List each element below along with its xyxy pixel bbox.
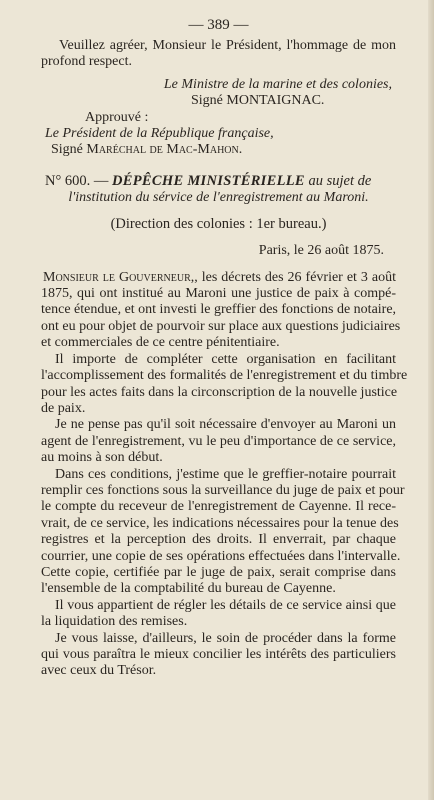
body-line: et commerciales de ce centre pénitentiaire.: [41, 335, 280, 351]
closing-line-2: profond respect.: [41, 54, 132, 70]
president-signature: [41, 142, 396, 158]
page-number: — 389 —: [188, 17, 249, 33]
body-line: l'accomplissement des formalités de l'enregistrement et du timbre: [41, 368, 408, 384]
body-line: Dans ces conditions, j'estime que le greffier-notaire pourrait: [55, 466, 396, 482]
dispatch-title-line-2: l'institution du sérvice de l'enregistrement au Maroni.: [68, 189, 369, 205]
approved-label: Approuvé :: [85, 109, 149, 125]
body-line: agent de l'enregistrement, vu le peu d'importance de ce service,: [41, 433, 396, 449]
dispatch-number: N° 600. —: [45, 172, 109, 189]
body-line: Il importe de compléter cette organisation en facilitant: [55, 351, 396, 367]
body-line: au moins à son début.: [41, 450, 163, 466]
dispatch-heading-tail: au sujet de: [308, 172, 372, 189]
body-line: vrait, de ce service, les indications nécessaires pour la tenue des: [41, 515, 399, 531]
body-line: qui vous paraîtra le mieux concilier les intérêts des particuliers: [41, 647, 396, 662]
body-line: pour les actes faits dans la circonscription de la nouvelle justice: [41, 384, 398, 400]
president-sign-name: Maréchal de Mac-Mahon.: [86, 142, 243, 158]
body-line: avec ceux du Trésor.: [41, 663, 157, 679]
dispatch-direction: (Direction des colonies : 1er bureau.): [110, 216, 327, 233]
body-line: tence étendue, et ont investi le greffier des fonctions de notaire,: [41, 302, 397, 318]
dispatch-body: [41, 269, 408, 680]
body-line: courrier, une copie de ses opérations effectuées dans l'intervalle.: [41, 548, 401, 564]
dispatch-title-line-1: [41, 173, 396, 190]
dispatch-heading: DÉPÊCHE MINISTÉRIELLE: [112, 172, 305, 189]
body-line: Je ne pense pas qu'il soit nécessaire d'envoyer au Maroni un: [55, 417, 396, 433]
body-line: remplir ces fonctions sous la surveillance du juge de paix et pour: [41, 482, 405, 498]
body-line: Il vous appartient de régler les détails de ce service ainsi que: [55, 597, 396, 613]
body-line: l'ensemble de la comptabilité du bureau de Cayenne.: [41, 581, 336, 597]
body-line: 1875, qui ont institué au Maroni une justice de paix à compé-: [41, 286, 396, 302]
body-line: Cette copie, certifiée par le juge de paix, serait comprise dans: [41, 564, 396, 580]
dispatch-dateline: Paris, le 26 août 1875.: [258, 243, 384, 259]
body-line-0: [41, 270, 396, 286]
body-line: de paix.: [41, 400, 86, 416]
page-edge-shadow: [428, 0, 434, 800]
closing-line-1: Veuillez agréer, Monsieur le Président, l'hommage de mon: [59, 38, 396, 53]
salutation: Monsieur le Gouverneur,: [43, 269, 195, 285]
minister-signature: Signé MONTAIGNAC.: [191, 93, 325, 109]
president-sign-prefix: Signé: [51, 142, 83, 158]
president-title: Le Président de la République française,: [45, 126, 274, 142]
minister-title: Le Ministre de la marine et des colonies,: [163, 76, 392, 92]
body-line: la liquidation des remises.: [41, 614, 188, 630]
body-line: ont eu pour objet de pourvoir sur place aux questions judiciaires: [41, 318, 401, 334]
body-line: Je vous laisse, d'ailleurs, le soin de procéder dans la forme: [55, 630, 396, 646]
body-line: le compte du receveur de l'enregistrement de Cayenne. Il rece-: [41, 499, 396, 515]
body-line: registres et la perception des droits. Il enverrait, par chaque: [41, 532, 396, 548]
body-line-0-text: , les décrets des 26 février et 3 août: [194, 269, 396, 285]
